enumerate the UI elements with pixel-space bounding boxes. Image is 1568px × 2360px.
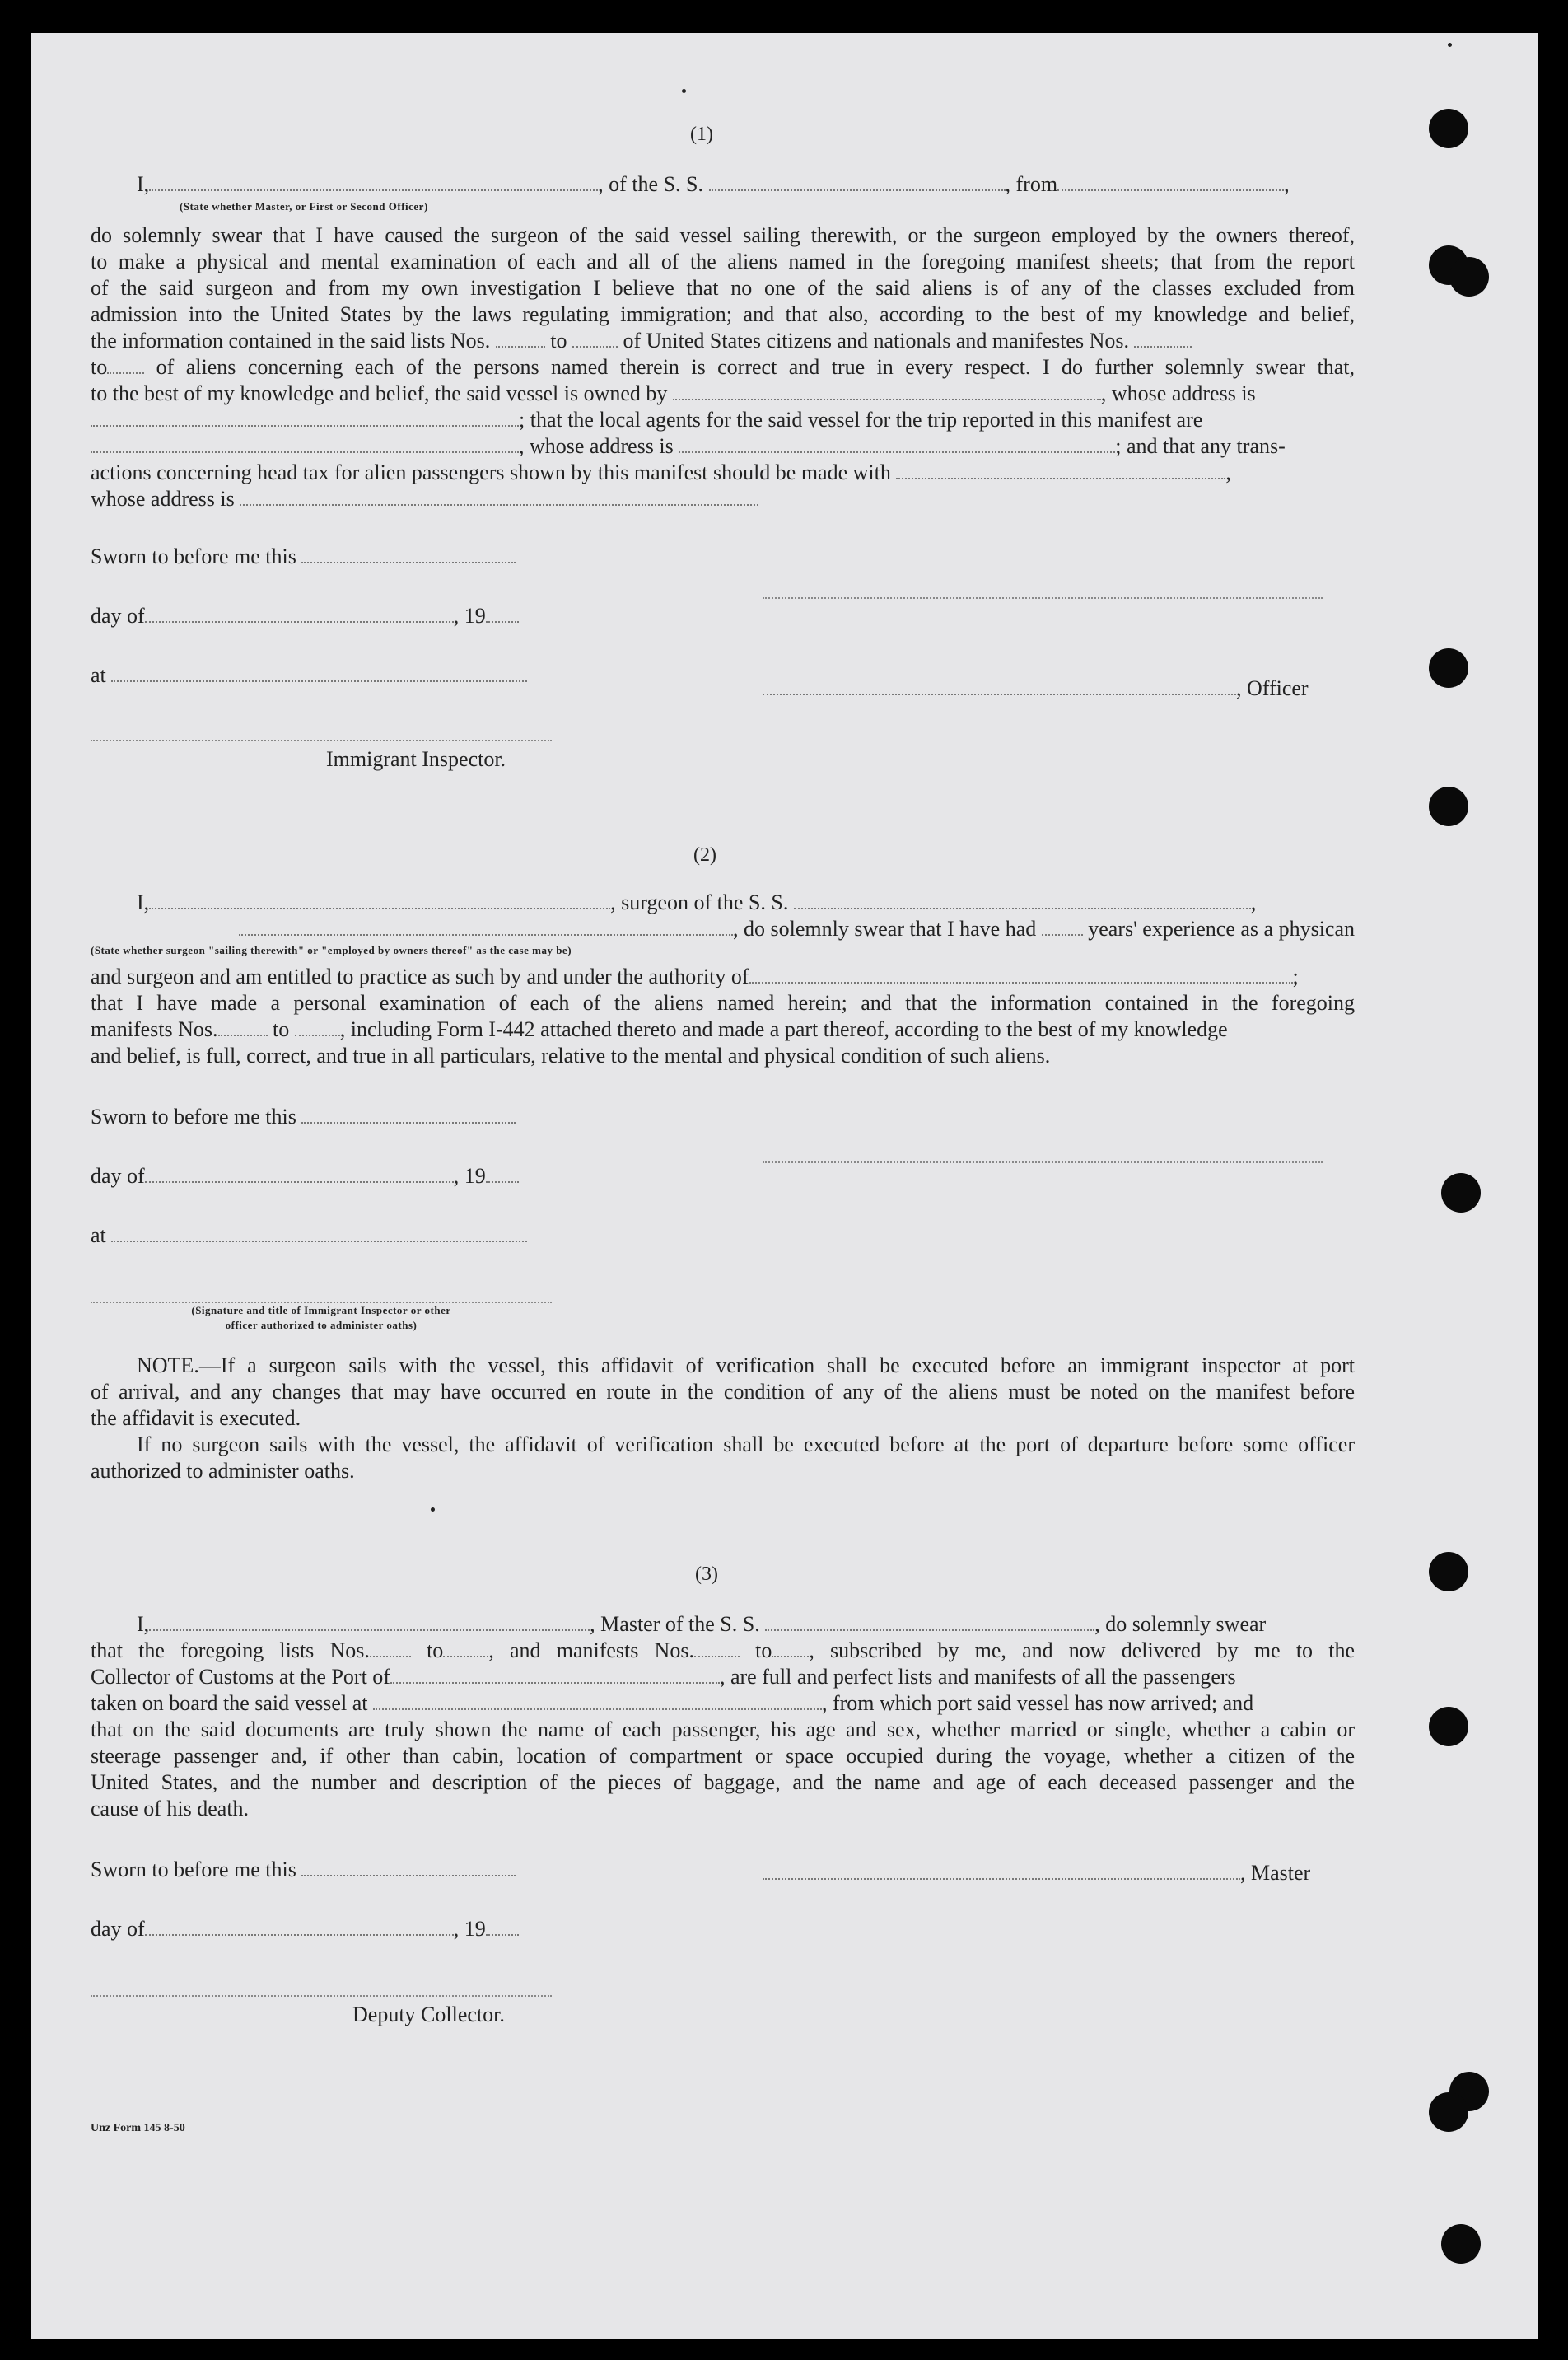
speck — [431, 1507, 435, 1512]
s1-at: at — [91, 662, 527, 689]
speck — [682, 89, 686, 93]
s1-officer-line: , Officer — [763, 675, 1309, 702]
s2-line-6: and belief, is full, correct, and true in all particulars, relative to the mental and physical condition of such aliens. — [91, 1044, 1051, 1068]
s2-note-line: authorized to administer oaths. — [91, 1459, 355, 1483]
s2-day-of: day of , 19 — [91, 1163, 519, 1189]
s2-line-3: and surgeon and am entitled to practice as such by and under the authority of ; — [91, 965, 1299, 988]
s2-surgeon-note: (State whether surgeon "sailing therewith" or "employed by owners thereof" as the case may be) — [91, 944, 572, 956]
s2-line-5: manifests Nos. to , including Form I-442 attached thereto and made a part thereof, according to the best of my knowledge — [91, 1017, 1228, 1041]
punch-hole — [1449, 257, 1489, 297]
s3-para-line: that on the said documents are truly shown the name of each passenger, his age and sex, whether married or single, whether a cabin or — [91, 1717, 1355, 1741]
s1-inspector-line — [91, 740, 552, 741]
s1-line-1: I, , of the S. S. , from , — [137, 172, 1290, 196]
punch-hole — [1441, 1173, 1481, 1213]
form-number: Unz Form 145 8-50 — [91, 2122, 185, 2134]
section-1-number: (1) — [690, 124, 713, 145]
section-2-number: (2) — [693, 844, 716, 866]
s1-sworn: Sworn to before me this — [91, 544, 516, 570]
s3-day-of: day of , 19 — [91, 1916, 519, 1942]
punch-hole — [1429, 1707, 1468, 1746]
s3-line-3: Collector of Customs at the Port of , are full and perfect lists and manifests of all the passengers — [91, 1665, 1236, 1689]
s3-deputy-label: Deputy Collector. — [352, 2002, 505, 2026]
s1-para-line: of the said surgeon and from my own investigation I believe that no one of the said aliens is of any of the classes excluded from — [91, 276, 1355, 300]
s3-master-line: , Master — [763, 1860, 1310, 1886]
s1-line-11: whose address is — [91, 486, 758, 512]
s2-signature-note-2: officer authorized to administer oaths) — [225, 1319, 418, 1331]
s3-line-2: that the foregoing lists Nos. to , and manifests Nos. to , subscribed by me, and now delivered by me to the — [91, 1638, 1355, 1662]
s3-deputy-line — [91, 1995, 552, 1997]
s2-line-4: that I have made a personal examination of each of the aliens named herein; and that the information contained in the foregoing — [91, 991, 1355, 1015]
punch-hole — [1429, 787, 1468, 826]
s3-para-line: United States, and the number and description of the pieces of baggage, and the name and age of each deceased passenger and the — [91, 1770, 1355, 1794]
s1-line-7: to the best of my knowledge and belief, the said vessel is owned by , whose address is — [91, 381, 1256, 405]
punch-hole — [1441, 2224, 1481, 2264]
punch-hole — [1429, 109, 1468, 148]
s2-signature-note-1: (Signature and title of Immigrant Inspector or other — [191, 1304, 451, 1316]
s1-line-9: , whose address is ; and that any trans- — [91, 433, 1355, 460]
s2-note-line: NOTE.—If a surgeon sails with the vessel, this affidavit of verification shall be executed before an immigrant inspector at port — [137, 1353, 1355, 1377]
s3-line-1: I, , Master of the S. S. , do solemnly swear — [137, 1612, 1267, 1636]
s1-signature-line — [763, 597, 1323, 599]
manifest-affidavit-page — [31, 33, 1538, 2339]
s2-note-line: If no surgeon sails with the vessel, the affidavit of verification shall be executed before at the port of departure before some officer — [137, 1432, 1355, 1456]
s1-line-10: actions concerning head tax for alien passengers shown by this manifest should be made with , — [91, 460, 1231, 484]
s2-line-2: , do solemnly swear that I have had years' experience as a physican — [91, 916, 1355, 942]
s3-para-line: steerage passenger and, if other than cabin, location of compartment or space occupied during the voyage, whether a citizen of the — [91, 1744, 1355, 1768]
s2-signature-line — [763, 1161, 1323, 1163]
s2-note-line: of arrival, and any changes that may have occurred en route in the condition of any of the aliens must be noted on the manifest before — [91, 1380, 1355, 1404]
s2-line-1: I, , surgeon of the S. S. , — [137, 890, 1257, 914]
speck — [1448, 43, 1452, 47]
s2-note-line: the affidavit is executed. — [91, 1406, 301, 1430]
s1-officer-note: (State whether Master, or First or Second Officer) — [180, 200, 428, 213]
section-3-number: (3) — [695, 1563, 718, 1585]
s1-line-6: to of aliens concerning each of the persons named therein is correct and true in every respect. I do further solemnly swear that, — [91, 355, 1355, 379]
s1-inspector-label: Immigrant Inspector. — [326, 747, 506, 771]
s1-para-line: admission into the United States by the laws regulating immigration; and that also, according to the best of my knowledge and belief, — [91, 302, 1355, 326]
s3-sworn: Sworn to before me this — [91, 1857, 516, 1883]
s2-sworn: Sworn to before me this — [91, 1104, 516, 1130]
s1-line-5: the information contained in the said lists Nos. to of United States citizens and nationals and manifestes Nos. — [91, 328, 1355, 354]
s1-para-line: to make a physical and mental examination of each and all of the aliens named in the foregoing manifest sheets; that from the report — [91, 250, 1355, 273]
punch-hole — [1429, 648, 1468, 688]
s1-line-8: ; that the local agents for the said vessel for the trip reported in this manifest are — [91, 407, 1355, 433]
s1-para-line: do solemnly swear that I have caused the surgeon of the said vessel sailing therewith, or the surgeon employed by the owners thereof, — [91, 223, 1355, 247]
s2-at: at — [91, 1222, 527, 1249]
punch-hole — [1429, 2092, 1468, 2132]
s3-para-line: cause of his death. — [91, 1797, 250, 1820]
s3-line-4: taken on board the said vessel at , from which port said vessel has now arrived; and — [91, 1691, 1254, 1715]
punch-hole — [1429, 1552, 1468, 1591]
s1-day-of: day of , 19 — [91, 603, 519, 629]
